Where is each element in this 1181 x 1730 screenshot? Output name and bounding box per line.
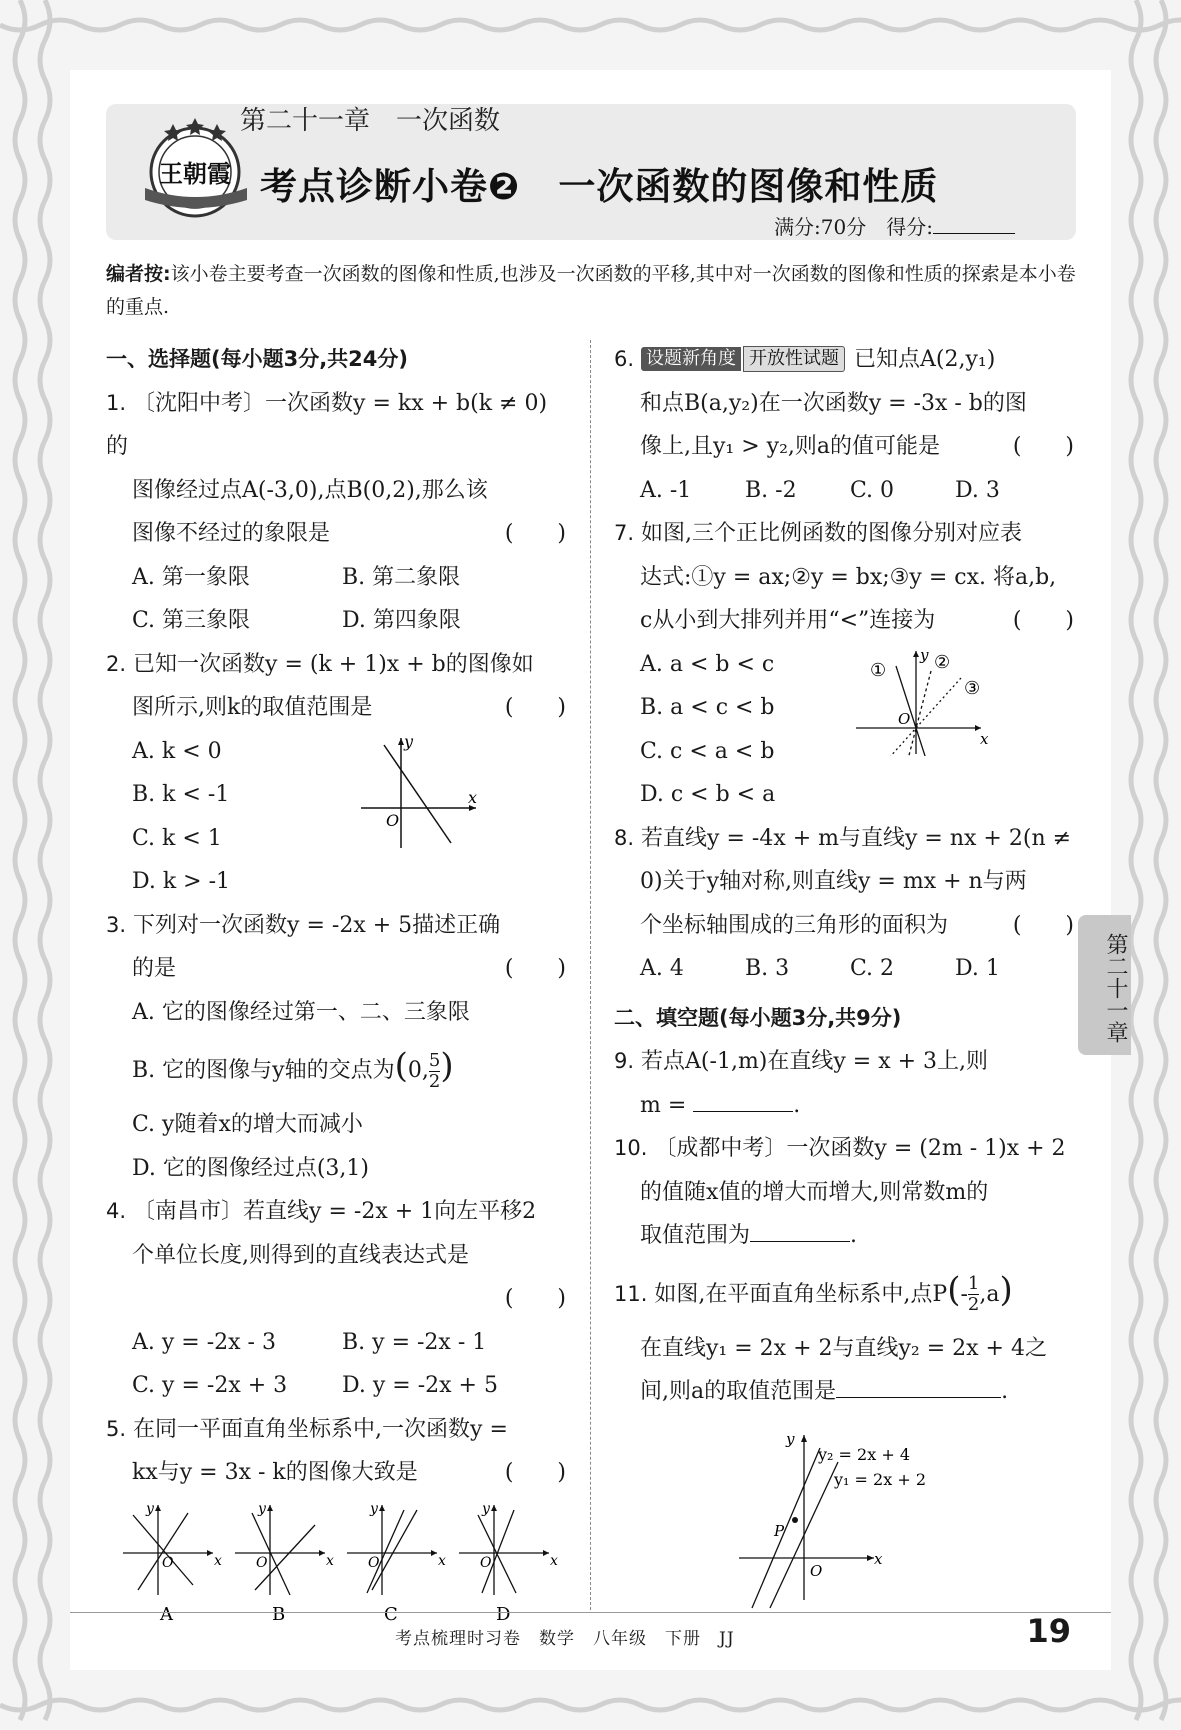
- answer-bracket[interactable]: ( ): [504, 695, 566, 720]
- question-2: 2. 已知一次函数y = (k + 1)x + b的图像如 图所示,则k的取值范围是 ( ) A. k < 0 B. k < -1 C. k < 1 D. k > -1 y x O: [106, 643, 566, 904]
- svg-text:y₂ = 2x + 4: y₂ = 2x + 4: [818, 1444, 910, 1464]
- question-3: 3. 下列对一次函数y = -2x + 5描述正确 的是 ( ) A. 它的图像经过第一、二、三象限 B. 它的图像与y轴的交点为(0, $\frac{5}{2}$ ) C. y随着x的增大而减小 D. 它的图像经过点(3,1): [106, 904, 566, 1191]
- option-c[interactable]: C. 第三象限: [132, 608, 251, 633]
- q5-graph-d[interactable]: [454, 1495, 566, 1625]
- svg-text:②: ②: [934, 652, 951, 673]
- chapter-side-tab: 第二十一章: [1078, 915, 1131, 1055]
- svg-text:O: O: [256, 1554, 268, 1571]
- option-c[interactable]: C. y = -2x + 3: [132, 1373, 288, 1398]
- q5-graph-b[interactable]: [230, 1495, 342, 1625]
- option-b[interactable]: B. 第二象限: [342, 564, 461, 590]
- editor-note: [106, 258, 1076, 324]
- svg-text:y: y: [146, 1500, 154, 1517]
- answer-blank[interactable]: [693, 1111, 793, 1112]
- svg-text:y: y: [482, 1500, 490, 1517]
- chapter-title: 第二十一章 一次函数: [240, 106, 501, 136]
- editor-note-label: 编者按:: [106, 263, 171, 285]
- svg-text:y: y: [370, 1500, 378, 1517]
- question-7: 7. 如图,三个正比例函数的图像分别对应表 达式:①y = ax;②y = bx;③y = cx. 将a,b, c从小到大排列并用“<”连接为 ( ) A. a < b < c B. a < c < b C. c < a < b D. c < b < a ① ② ③ y x O: [614, 512, 1074, 817]
- svg-text:x: x: [468, 787, 478, 807]
- answer-bracket[interactable]: ( ): [504, 956, 566, 981]
- tag-new-angle: 设题新角度: [641, 347, 741, 371]
- left-column: [106, 338, 566, 1625]
- score-line: [774, 211, 1015, 240]
- option-d[interactable]: D. 第四象限: [342, 608, 461, 633]
- option-d[interactable]: D. k > -1: [132, 869, 231, 894]
- question-11: 11. 如图,在平面直角坐标系中,点P(- $\frac{1}{2}$ ,a) 在直线y₁ = 2x + 2与直线y₂ = 2x + 4之 间,则a的取值范围是 . y₂ = 2x + 4 y₁ = 2x + 2 y x O P: [614, 1258, 1074, 1414]
- svg-text:y₁ = 2x + 2: y₁ = 2x + 2: [834, 1469, 926, 1489]
- option-b[interactable]: B. 3: [745, 956, 790, 981]
- svg-text:C: C: [384, 1603, 398, 1625]
- page-number: 19: [1026, 1612, 1071, 1650]
- option-d[interactable]: D. 3: [955, 477, 1000, 503]
- question-1: 1. 〔沈阳中考〕一次函数y = kx + b(k ≠ 0)的 图像经过点A(-3,0),点B(0,2),那么该 图像不经过的象限是 ( ) A. 第一象限 B. 第二象限 C. 第三象限 D. 第四象限: [106, 382, 566, 643]
- svg-text:O: O: [898, 710, 911, 728]
- option-c[interactable]: C. 0: [850, 477, 895, 503]
- option-b[interactable]: B. -2: [745, 477, 797, 503]
- option-a[interactable]: A. y = -2x - 3: [132, 1329, 276, 1355]
- svg-text:D: D: [496, 1603, 511, 1625]
- option-d[interactable]: D. 它的图像经过点(3,1): [132, 1155, 369, 1181]
- option-a[interactable]: A. 它的图像经过第一、二、三象限: [132, 999, 470, 1025]
- svg-text:O: O: [386, 810, 400, 830]
- answer-bracket[interactable]: ( ): [504, 1460, 566, 1485]
- q7-graph: [846, 646, 996, 756]
- svg-text:O: O: [368, 1554, 380, 1571]
- fraction: $\frac{1}{2}$: [967, 1273, 980, 1315]
- question-10: 10. 〔成都中考〕一次函数y = (2m - 1)x + 2 的值随x值的增大而增大,则常数m的 取值范围为 .: [614, 1136, 1066, 1248]
- answer-bracket[interactable]: ( ): [1012, 434, 1074, 459]
- svg-text:x: x: [874, 1549, 883, 1568]
- score-blank[interactable]: [933, 233, 1015, 234]
- svg-text:③: ③: [964, 678, 981, 699]
- fraction: $\frac{5}{2}$: [428, 1049, 441, 1092]
- q5-graph-a[interactable]: [118, 1495, 230, 1625]
- svg-text:x: x: [214, 1552, 222, 1569]
- answer-bracket[interactable]: ( ): [504, 1286, 566, 1311]
- tag-open-question: 开放性试题: [743, 346, 845, 372]
- answer-bracket[interactable]: ( ): [504, 521, 566, 546]
- footer-text: 考点梳理时习卷 数学 八年级 下册 JJ: [395, 1629, 735, 1649]
- option-a[interactable]: A. k < 0: [132, 738, 222, 764]
- option-d[interactable]: D. y = -2x + 5: [342, 1373, 498, 1398]
- option-c[interactable]: C. y随着x的增大而减小: [132, 1112, 363, 1137]
- svg-text:B: B: [272, 1603, 286, 1625]
- question-6: 6. 设题新角度 开放性试题 已知点A(2,y₁) 和点B(a,y₂)在一次函数y = -3x - b的图 像上,且y₁ > y₂,则a的值可能是 ( ) A. -1 B. -2 C. 0 D. 3: [614, 338, 1074, 512]
- svg-text:x: x: [326, 1552, 334, 1569]
- section-choice-title: 一、选择题(每小题3分,共24分): [106, 347, 409, 371]
- option-c[interactable]: C. c < a < b: [640, 738, 775, 764]
- svg-text:x: x: [980, 730, 989, 748]
- footer-rule: [70, 1612, 1111, 1613]
- question-8: 8. 若直线y = -4x + m与直线y = nx + 2(n ≠ 0)关于y轴对称,则直线y = mx + n与两 个坐标轴围成的三角形的面积为 ( ) A. 4 B. 3 C. 2 D. 1: [614, 817, 1074, 991]
- svg-text:x: x: [438, 1552, 446, 1569]
- option-c[interactable]: C. 2: [850, 956, 895, 981]
- section-fill-title: 二、填空题(每小题3分,共9分): [614, 1005, 902, 1030]
- answer-blank[interactable]: [750, 1241, 850, 1242]
- option-b[interactable]: B. 它的图像与y轴的交点为(0, $\frac{5}{2}$ ): [132, 1046, 454, 1092]
- question-4: 4. 〔南昌市〕若直线y = -2x + 1向左平移2 个单位长度,则得到的直线表达式是 ( ) A. y = -2x - 3 B. y = -2x - 1 C. y = -2x + 3 D. y = -2x + 5: [106, 1190, 566, 1408]
- option-b[interactable]: B. a < c < b: [640, 695, 775, 720]
- page-footer: [70, 1612, 1111, 1662]
- svg-text:O: O: [810, 1561, 823, 1580]
- svg-text:y: y: [920, 646, 929, 664]
- option-a[interactable]: A. 第一象限: [132, 564, 250, 590]
- answer-bracket[interactable]: ( ): [1012, 912, 1074, 938]
- q2-graph: [356, 733, 486, 853]
- option-c[interactable]: C. k < 1: [132, 825, 222, 851]
- svg-text:①: ①: [870, 660, 887, 681]
- question-9: 9. 若点A(-1,m)在直线y = x + 3上,则 m = .: [614, 1049, 989, 1118]
- svg-text:y: y: [258, 1500, 266, 1517]
- right-column: [614, 338, 1074, 1580]
- svg-text:P: P: [774, 1521, 785, 1540]
- question-5: 5. 在同一平面直角坐标系中,一次函数y = kx与y = 3x - k的图像大致是 ( ) y x O A y x O B y x O C y x O D: [106, 1416, 566, 1625]
- option-d[interactable]: D. 1: [955, 956, 1000, 981]
- option-b[interactable]: B. y = -2x - 1: [342, 1329, 487, 1355]
- option-a[interactable]: A. -1: [640, 477, 692, 503]
- option-b[interactable]: B. k < -1: [132, 782, 230, 807]
- worksheet-page: [70, 70, 1128, 1670]
- q11-graph: [734, 1430, 964, 1610]
- svg-text:x: x: [550, 1552, 558, 1569]
- option-a[interactable]: A. a < b < c: [640, 651, 775, 677]
- svg-text:O: O: [480, 1554, 492, 1571]
- column-divider: [590, 340, 591, 1610]
- logo-text: 王朝霞: [159, 159, 231, 188]
- svg-text:y: y: [404, 732, 414, 751]
- page-title: 考点诊断小卷❷ 一次函数的图像和性质: [260, 165, 939, 208]
- score-label: 满分:70分 得分:: [774, 215, 933, 239]
- answer-blank[interactable]: [836, 1397, 1001, 1398]
- q5-graph-c[interactable]: [342, 1495, 454, 1625]
- svg-text:A: A: [160, 1603, 173, 1625]
- q5-graph-options: [106, 1495, 566, 1625]
- option-a[interactable]: A. 4: [640, 956, 684, 981]
- editor-note-text: 该小卷主要考查一次函数的图像和性质,也涉及一次函数的平移,其中对一次函数的图像和性质的探索是本小卷的重点.: [106, 263, 1076, 318]
- svg-text:y: y: [786, 1429, 795, 1448]
- svg-text:O: O: [162, 1554, 174, 1571]
- option-d[interactable]: D. c < b < a: [640, 782, 776, 807]
- answer-bracket[interactable]: ( ): [1012, 608, 1074, 633]
